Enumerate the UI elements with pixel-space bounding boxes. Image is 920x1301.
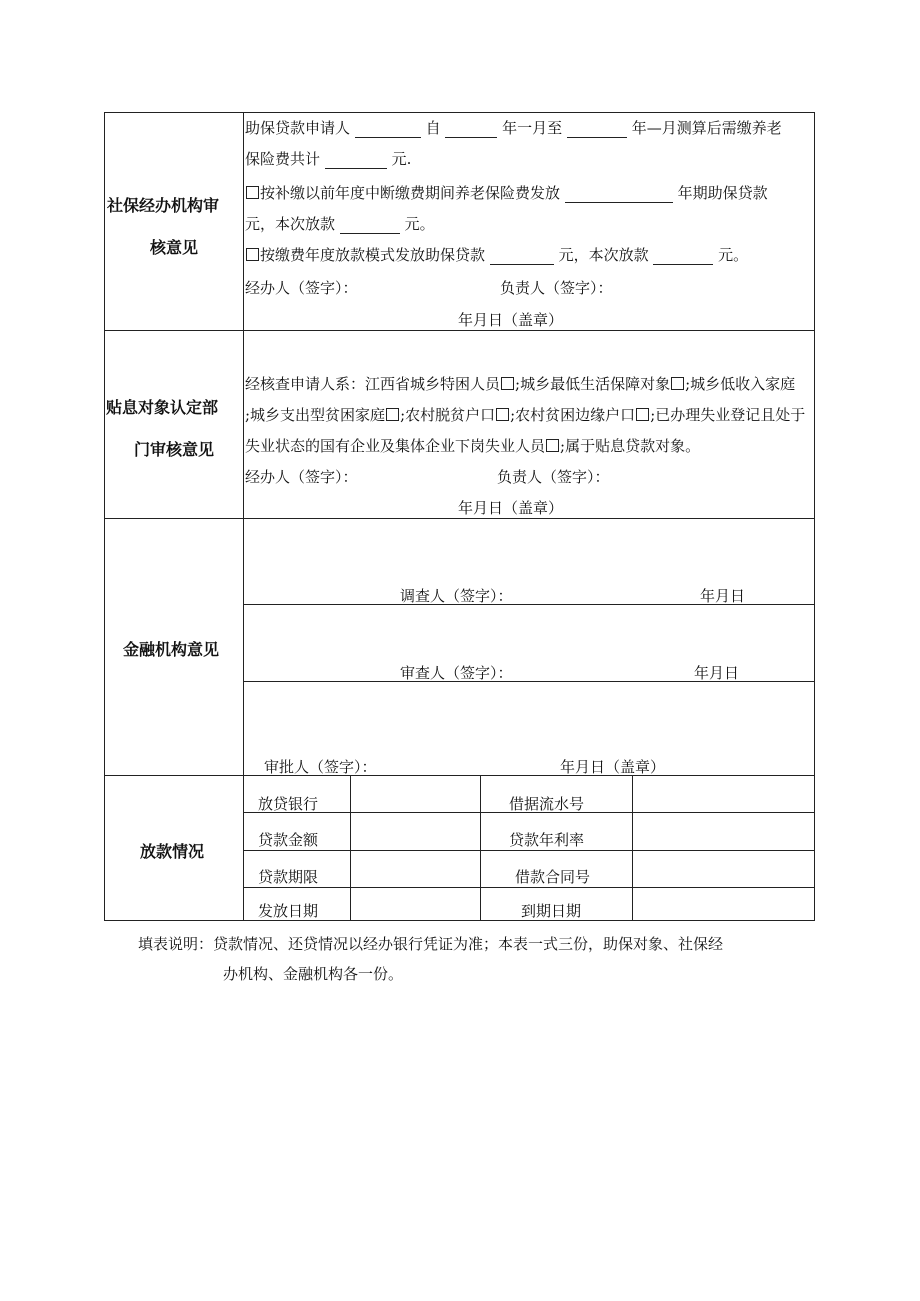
- option-annual-mode-line: 按缴费年度放款模式发放助保贷款 元，本次放款 元。: [245, 244, 748, 265]
- handler-signature: 经办人（签字）：: [245, 468, 358, 486]
- leader-signature: 负责人（签字）：: [500, 279, 613, 297]
- field-label: 发放日期: [258, 902, 319, 920]
- issue-date-input[interactable]: [352, 889, 479, 919]
- column-divider: [632, 775, 633, 921]
- field-label: 到期日期: [521, 902, 582, 920]
- section-label: 金融机构意见: [123, 640, 220, 659]
- sub-row-divider: [243, 887, 815, 888]
- loan-amount-blank[interactable]: [490, 250, 554, 265]
- premium-total-blank[interactable]: [325, 154, 387, 169]
- applicant-blank[interactable]: [355, 123, 421, 138]
- eligibility-line: 失业状态的国有企业及集体企业下岗失业人员 ;属于贴息贷款对象。: [245, 437, 701, 455]
- eligibility-line: 经核查申请人系：江西省城乡特困人员 ;城乡最低生活保障对象 ;城乡低收入家庭: [245, 375, 796, 393]
- field-label: 放贷银行: [258, 795, 319, 813]
- leader-signature: 负责人（签字）：: [497, 468, 610, 486]
- column-divider: [350, 775, 351, 921]
- years-blank[interactable]: [565, 188, 673, 203]
- loan-term-input[interactable]: [352, 852, 479, 886]
- reviewer-signature: 审查人（签字）：: [400, 664, 513, 682]
- sub-row-divider: [243, 850, 815, 851]
- column-divider: [243, 112, 244, 921]
- section-label: 放款情况: [140, 842, 205, 861]
- row-divider: [104, 518, 815, 519]
- row-divider: [104, 330, 815, 331]
- column-divider: [480, 775, 481, 921]
- end-year-blank[interactable]: [567, 123, 627, 138]
- field-label: 贷款期限: [258, 868, 319, 886]
- approver-date-seal: 年月日（盖章）: [560, 758, 666, 776]
- investigator-signature: 调查人（签字）：: [400, 587, 513, 605]
- reviewer-date: 年月日: [694, 664, 740, 682]
- lending-bank-input[interactable]: [352, 777, 479, 811]
- approver-signature: 审批人（签字）：: [264, 758, 377, 776]
- due-date-input[interactable]: [634, 889, 813, 919]
- table-border-left: [104, 112, 105, 921]
- loan-amount-input[interactable]: [352, 814, 479, 849]
- eligibility-line: ;城乡支出型贫困家庭 ;农村脱贫户口 ;农村贫困边缘户口 ;已办理失业登记且处于: [245, 406, 806, 424]
- date-seal: 年月日（盖章）: [458, 499, 564, 517]
- checkbox[interactable]: [501, 377, 514, 390]
- section-label: 贴息对象认定部: [106, 398, 219, 417]
- section-label: 门审核意见: [134, 440, 215, 459]
- checkbox[interactable]: [246, 248, 259, 261]
- contract-number-input[interactable]: [634, 852, 813, 886]
- field-label: 借款合同号: [515, 868, 591, 886]
- instruction-line: 办机构、金融机构各一份。: [223, 965, 404, 983]
- checkbox[interactable]: [386, 408, 399, 421]
- interest-rate-input[interactable]: [634, 814, 813, 849]
- field-label: 贷款年利率: [509, 831, 585, 849]
- checkbox[interactable]: [636, 408, 649, 421]
- row-divider: [104, 775, 815, 776]
- checkbox[interactable]: [671, 377, 684, 390]
- table-border-bottom: [104, 920, 815, 921]
- section-label: 核意见: [150, 238, 199, 257]
- option-back-pay-line: 按补缴以前年度中断缴费期间养老保险费发放 年期助保贷款: [245, 182, 768, 203]
- instruction-line: 填表说明：贷款情况、还贷情况以经办银行凭证为准；本表一式三份，助保对象、社保经: [138, 935, 724, 953]
- field-label: 借据流水号: [509, 795, 585, 813]
- total-premium-line: 保险费共计 元.: [245, 150, 412, 168]
- section-label: 社保经办机构审: [107, 196, 220, 215]
- investigator-date: 年月日: [700, 587, 746, 605]
- receipt-number-input[interactable]: [634, 777, 813, 811]
- handler-signature: 经办人（签字）：: [245, 279, 358, 297]
- date-seal: 年月日（盖章）: [458, 311, 564, 329]
- current-loan-blank[interactable]: [653, 250, 713, 265]
- loan-period-line: 助保贷款申请人 自 年一月至 年—月测算后需缴养老: [245, 119, 782, 137]
- table-border-right: [814, 112, 815, 921]
- table-border-top: [104, 112, 815, 113]
- checkbox[interactable]: [246, 186, 259, 199]
- start-year-blank[interactable]: [445, 123, 497, 138]
- checkbox[interactable]: [546, 439, 559, 452]
- current-loan-blank[interactable]: [340, 219, 400, 234]
- current-loan-line: 元，本次放款 元。: [245, 215, 435, 233]
- checkbox[interactable]: [496, 408, 509, 421]
- field-label: 贷款金额: [258, 831, 319, 849]
